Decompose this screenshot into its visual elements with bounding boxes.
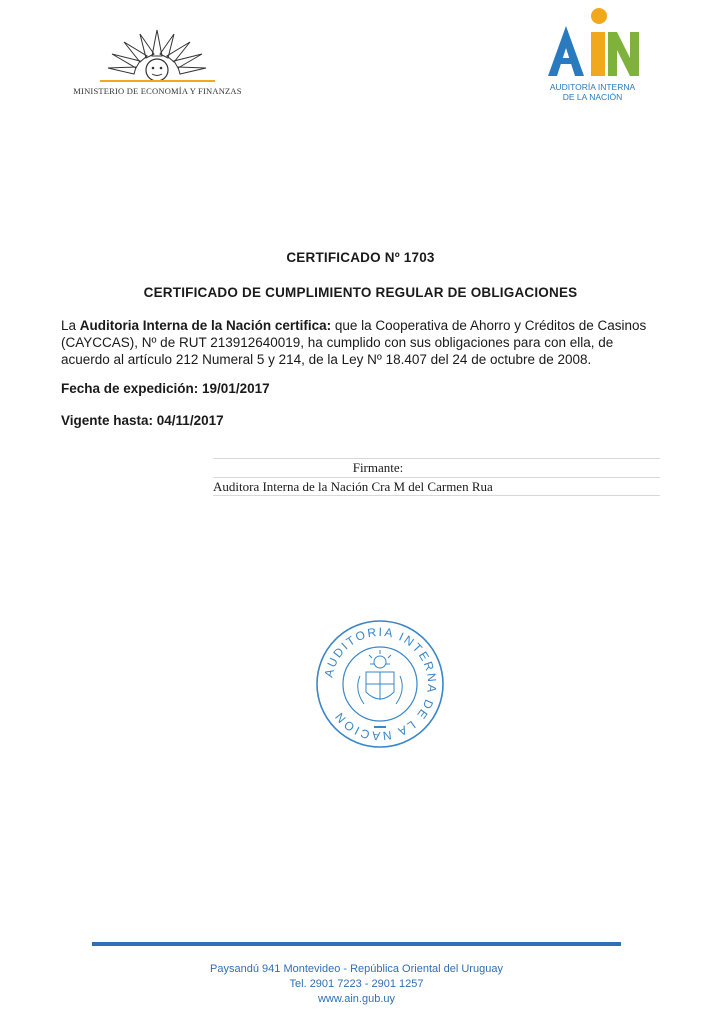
ain-subtitle-line-1: AUDITORÍA INTERNA [549,82,636,92]
issue-date: Fecha de expedición: 19/01/2017 [61,381,270,396]
seal-text: AUDITORIA INTERNA DE LA NACION [321,624,440,744]
body-certifica: certifica: [271,318,332,333]
signer-name: Auditora Interna de la Nación Cra M del Carmen Rua [213,479,493,494]
footer [92,962,621,1007]
signer-label: Firmante: [352,460,404,475]
signature-line-middle [213,477,660,478]
certificate-body [61,317,661,368]
ain-subtitle-line-2: DE LA NACIÓN [562,92,623,102]
ain-logo [540,6,645,106]
footer-rule [92,942,621,946]
sun-of-may-icon [100,18,215,82]
certificate-title: CERTIFICADO DE CUMPLIMIENTO REGULAR DE OBLIGACIONES [143,285,578,300]
footer-website-link[interactable]: www.ain.gub.uy [317,993,396,1005]
body-entity: Auditoria Interna de la Nación [79,318,272,333]
certificate-number: CERTIFICADO Nº 1703 [286,250,435,265]
ministry-logo [70,18,245,98]
ministry-name: MINISTERIO DE ECONOMÍA Y FINANZAS [73,86,242,96]
seal-graphic [314,618,446,750]
footer-phone: Tel. 2901 7223 - 2901 1257 [289,978,424,990]
valid-until: Vigente hasta: 04/11/2017 [61,413,224,428]
signature-line-bottom [213,495,660,496]
footer-address: Paysandú 941 Montevideo - República Oriental del Uruguay [210,963,503,975]
coat-of-arms-icon [358,650,403,704]
body-intro: La [61,318,80,333]
official-seal [314,618,446,750]
ain-subtitle [540,82,645,102]
signature-line-top [213,458,660,459]
body-rest: que la Cooperativa de Ahorro y Créditos de Casinos (CAYCCAS), Nº de RUT 213912640019, ha cumplido con sus obligaciones para con ella, de acuerdo al artículo 212 Numeral 5 y 214, de la Ley Nº 18.407 del 24 de octubre de 2008. [61,318,647,367]
ain-logo-mark [544,6,640,80]
